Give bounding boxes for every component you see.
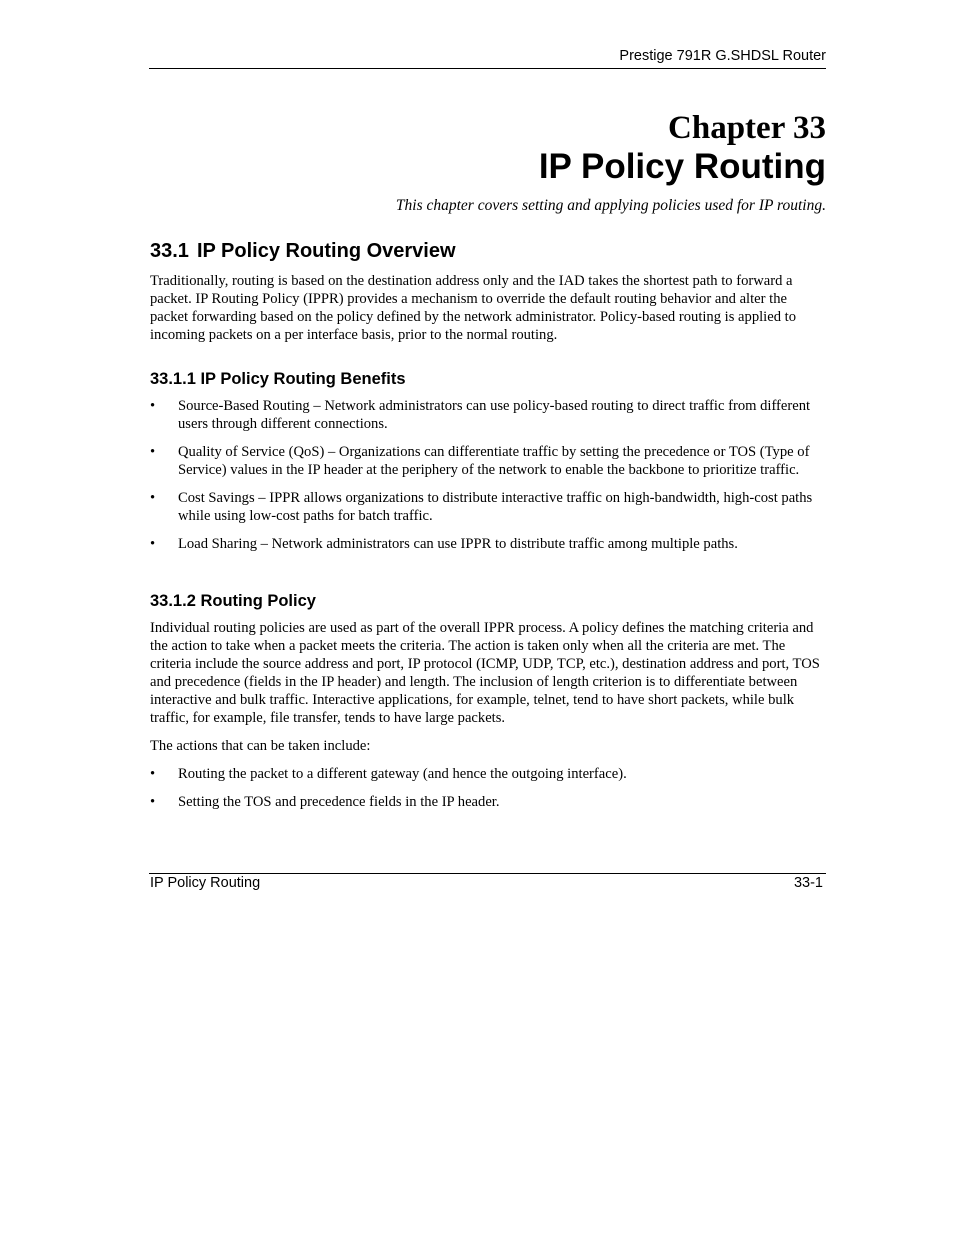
- subsection-heading-benefits: 33.1.1 IP Policy Routing Benefits: [150, 370, 406, 388]
- bullet-icon: •: [150, 536, 156, 552]
- list-item: [150, 397, 827, 433]
- list-item-text: Setting the TOS and precedence fields in the IP header.: [178, 794, 500, 810]
- bullet-icon: •: [150, 490, 156, 506]
- policy-paragraph: Individual routing policies are used as part of the overall IPPR process. A policy defines the matching criteria and the action to take when a packet meets the criteria. The action is taken only when all the criteria are met. The criteria include the source address and port, IP protocol (ICMP, UDP, TCP, etc.), destination address and port, TOS and precedence (fields in the IP header) and length. The inclusion of length criterion is to differentiate between interactive and bulk traffic. Interactive applications, for example, telnet, tend to have short packets, while bulk traffic, for example, file transfer, tends to have large packets.: [150, 620, 820, 726]
- bullet-icon: •: [150, 444, 156, 460]
- page-number: 33-1: [793, 875, 823, 891]
- section-title: IP Policy Routing Overview: [196, 240, 456, 262]
- list-item: [150, 765, 827, 783]
- list-item-text: Cost Savings – IPPR allows organizations to distribute interactive traffic on high-bandwidth, high-cost paths while using low-cost paths for batch traffic.: [178, 490, 813, 524]
- footer-chapter-name: IP Policy Routing: [150, 875, 261, 891]
- subsection-heading-routing-policy: 33.1.2 Routing Policy: [150, 592, 316, 610]
- bullet-icon: •: [150, 794, 156, 810]
- spacer: [150, 354, 827, 368]
- bullet-icon: •: [150, 398, 156, 414]
- running-header: Prestige 791R G.SHDSL Router: [619, 48, 826, 64]
- list-item: [150, 535, 827, 553]
- section-number: 33.1: [150, 240, 189, 262]
- benefits-list: [150, 397, 827, 553]
- footer-rule: [149, 873, 826, 874]
- overview-paragraph: Traditionally, routing is based on the destination address only and the IAD takes the shortest path to forward a packet. IP Routing Policy (IPPR) provides a mechanism to override the default routing behavior and alter the packet forwarding based on the policy defined by the network administrator. Policy-based routing is applied to incoming packets on a per interface basis, prior to the normal routing.: [150, 273, 797, 343]
- list-item: [150, 489, 827, 525]
- chapter-title: IP Policy Routing: [538, 147, 826, 186]
- actions-list: [150, 765, 827, 811]
- list-item-text: Source-Based Routing – Network administrators can use policy-based routing to direct traffic from different users through different connections.: [178, 398, 811, 432]
- chapter-intro: This chapter covers setting and applying policies used for IP routing.: [395, 197, 826, 214]
- list-item-text: Routing the packet to a different gateway (and hence the outgoing interface).: [178, 766, 627, 782]
- list-item-text: Load Sharing – Network administrators can use IPPR to distribute traffic among multiple paths.: [178, 536, 738, 552]
- chapter-number: Chapter 33: [668, 110, 826, 146]
- spacer: [150, 563, 827, 590]
- header-rule: [149, 68, 826, 69]
- section-heading-overview: [150, 238, 827, 264]
- list-item: [150, 443, 827, 479]
- list-item-text: Quality of Service (QoS) – Organizations can differentiate traffic by setting the precedence or TOS (Type of Service) values in the IP header at the periphery of the network to enable the backbone to prioritize traffic.: [178, 444, 810, 478]
- actions-intro: The actions that can be taken include:: [150, 738, 371, 754]
- bullet-icon: •: [150, 766, 156, 782]
- list-item: [150, 793, 827, 811]
- main-content: [150, 238, 827, 821]
